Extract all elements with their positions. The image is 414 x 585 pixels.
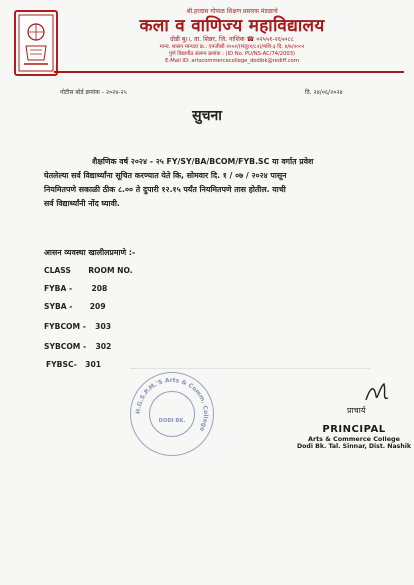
room-cell: 302 xyxy=(95,342,112,351)
principal-place: Dodi Bk. Tal. Sinnar, Dist. Nashik xyxy=(297,443,411,450)
principal-title: PRINCIPAL xyxy=(322,424,386,435)
room-header-row xyxy=(44,266,133,275)
seal-center-text: DODI BK. xyxy=(158,418,186,424)
table-row xyxy=(44,342,111,351)
seating-heading: आसन व्यवस्था खालीलप्रमाणे :- xyxy=(44,248,136,257)
email-line: E-Mail ID: artscommercecollege_dodibk@rediff.com xyxy=(165,58,299,64)
room-cell: 209 xyxy=(89,302,106,311)
college-address: दोडी बु।।, ता. सिन्नर, जि. नाशिक ☎ ०२५५१-२६५०८८ xyxy=(170,36,294,43)
principal-college: Arts & Commerce College xyxy=(308,435,400,443)
principal-signature xyxy=(362,378,392,412)
college-name: कला व वाणिज्य महाविद्यालय xyxy=(139,16,325,36)
letterhead-text xyxy=(62,8,402,65)
class-cell: SYBCOM - xyxy=(44,342,87,351)
body-line-4: सर्व विद्यार्थ्यांनी नोंद घ्यावी. xyxy=(44,199,120,208)
body-line-2: घेतलेल्या सर्व विद्यार्थ्यांना सूचित करण्यात येते कि, सोमवार दि. १ / ०७ / २०२४ पासून xyxy=(44,171,287,180)
college-logo xyxy=(14,10,58,76)
room-cell: 303 xyxy=(95,322,112,331)
notice-title: सुचना xyxy=(192,108,222,124)
class-header: CLASS xyxy=(44,266,71,275)
affiliation-line: पुणे विद्यापीठ संलग्न क्रमांक : (ID No. PU/NS-AC/74/2003) xyxy=(168,51,296,57)
principal-stamp xyxy=(296,424,412,451)
notice-body xyxy=(44,155,384,211)
seal-inner-ring xyxy=(149,391,195,437)
signatory-label: प्राचार्य xyxy=(347,406,366,415)
class-cell: FYBCOM - xyxy=(44,322,86,331)
letterhead xyxy=(6,8,408,76)
room-cell: 208 xyxy=(91,284,108,293)
notice-date: दि. २४/०६/२०२४ xyxy=(305,89,343,96)
class-cell: SYBA - xyxy=(44,302,73,311)
table-row xyxy=(44,284,107,293)
body-line-1: शैक्षणिक वर्ष २०२४ - २५ FY/SY/BA/BCOM/FYB.SC या वर्गात प्रवेश xyxy=(92,157,314,166)
society-name: श्री.हरदास गोपाळ शिक्षण प्रसारक मंडळाचे xyxy=(186,8,278,15)
notice-number: नोटीस बोर्ड क्रमांक - २०२४-२५ xyxy=(60,89,127,96)
letterhead-divider xyxy=(54,71,404,73)
class-cell: FYBSC- xyxy=(46,360,77,369)
svg-text:H.G.S.P.M.'S Arts & Comm. Coll: H.G.S.P.M.'S Arts & Comm. College xyxy=(134,376,210,433)
room-cell: 301 xyxy=(85,360,102,369)
room-header: ROOM NO. xyxy=(88,266,133,275)
class-cell: FYBA - xyxy=(44,284,73,293)
table-row xyxy=(44,322,111,331)
table-row xyxy=(44,302,106,311)
body-line-3: नियमितपणे सकाळी ठीक ८.०० ते दुपारी १२.१५ पर्यंत नियमितपणे तास होतील. याची xyxy=(44,185,286,194)
table-row xyxy=(46,360,101,369)
college-seal xyxy=(130,372,214,456)
registration-line: मान्य. शासन मान्यता क्र.: एनजीसी २००२/(मंजु/१/८२)/मशि-३ दि. ४/७/२००२ xyxy=(159,44,305,50)
